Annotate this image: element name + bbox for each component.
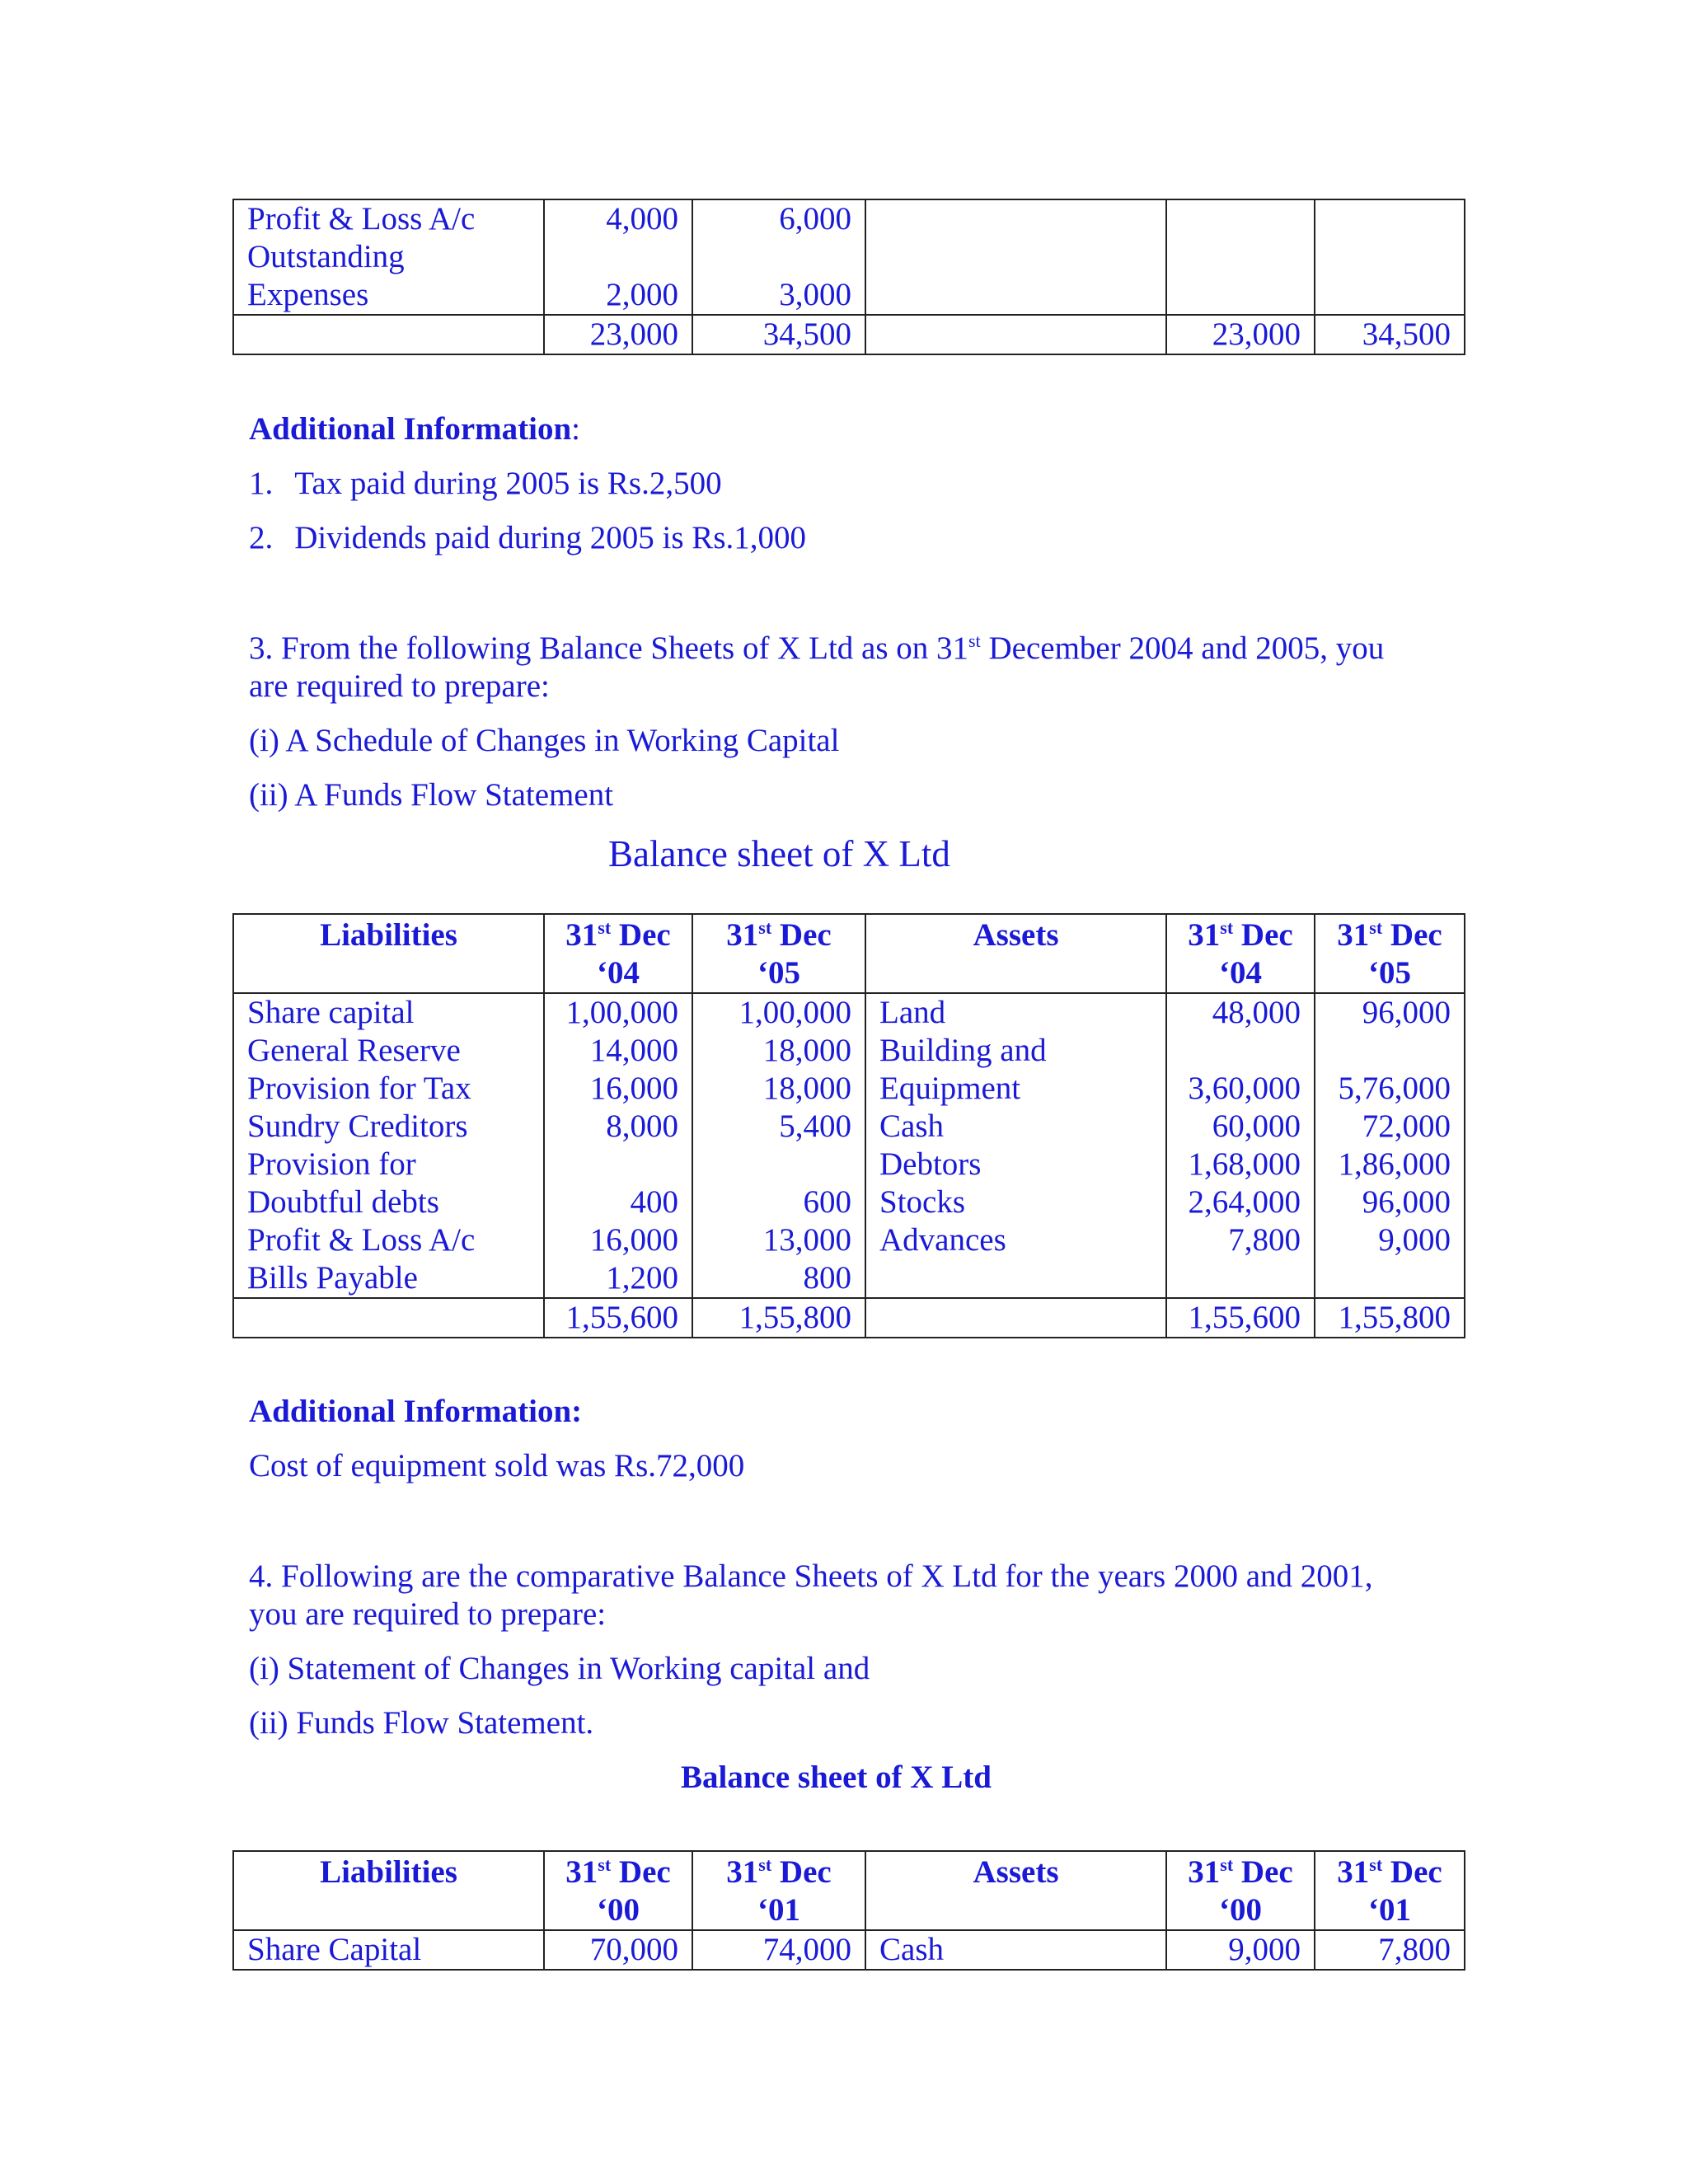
asset-col-header-00: 31st Dec ‘00 (1166, 1851, 1315, 1930)
additional-info-text-q3: Cost of equipment sold was Rs.72,000 (249, 1448, 745, 1483)
col-header-05: 31st Dec ‘05 (692, 914, 865, 993)
assets-labels: Land Building and Equipment Cash Debtors Stocks Advances (865, 993, 1166, 1298)
requirement-2: (ii) A Funds Flow Statement (249, 777, 614, 813)
requirement-2-q4: (ii) Funds Flow Statement. (249, 1705, 594, 1741)
header-row (233, 914, 1465, 993)
total-year2: 34,500 (692, 315, 865, 354)
year1-values: 4,000 2,000 (544, 199, 692, 315)
asset-col-header-01: 31st Dec ‘01 (1315, 1851, 1465, 1930)
table-row (233, 1930, 1465, 1970)
asset-year2-values (1315, 199, 1465, 315)
asset-year1-values (1166, 199, 1315, 315)
previous-balance-sheet-table (232, 199, 1465, 355)
liabilities-labels: Profit & Loss A/c Outstanding Expenses (233, 199, 544, 315)
info-item-2: 2. Dividends paid during 2005 is Rs.1,000 (249, 520, 806, 555)
liability-00: 70,000 (544, 1930, 692, 1970)
liabilities-header: Liabilities (233, 914, 544, 993)
liability-label: Share Capital (233, 1930, 544, 1970)
asset-01: 7,800 (1315, 1930, 1465, 1970)
balance-sheet-table-q3 (232, 913, 1465, 1338)
balance-sheet-table-q4 (232, 1850, 1465, 1971)
total-liab-04: 1,55,600 (544, 1298, 692, 1338)
liability-01: 74,000 (692, 1930, 865, 1970)
info-item-1: 1. Tax paid during 2005 is Rs.2,500 (249, 466, 722, 501)
question-4-text-line2: you are required to prepare: (249, 1596, 607, 1632)
total-liab-05: 1,55,800 (692, 1298, 865, 1338)
question-3-text-line2: are required to prepare: (249, 668, 550, 704)
balance-sheet-title: Balance sheet of X Ltd (608, 833, 950, 874)
additional-info-heading-q3: Additional Information: (249, 1394, 583, 1429)
liabilities-05: 1,00,000 18,000 18,000 5,400 600 13,000 800 (692, 993, 865, 1298)
assets-04: 48,000 3,60,000 60,000 1,68,000 2,64,000 7,800 (1166, 993, 1315, 1298)
assets-header: Assets (865, 914, 1166, 993)
header-row (233, 1851, 1465, 1930)
liabilities-header: Liabilities (233, 1851, 544, 1930)
totals-row (233, 315, 1465, 354)
question-3-text: 3. From the following Balance Sheets of X Ltd as on 31st December 2004 and 2005, you (249, 630, 1385, 666)
additional-info-heading: Additional Information: (249, 411, 580, 447)
assets-header: Assets (865, 1851, 1166, 1930)
col-header-00: 31st Dec ‘00 (544, 1851, 692, 1930)
question-4-text: 4. Following are the comparative Balance Sheets of X Ltd for the years 2000 and 2001, (249, 1558, 1373, 1594)
total-asset-year1: 23,000 (1166, 315, 1315, 354)
asset-label: Cash (865, 1930, 1166, 1970)
table-row (233, 993, 1465, 1298)
total-asset-05: 1,55,800 (1315, 1298, 1465, 1338)
col-header-04: 31st Dec ‘04 (544, 914, 692, 993)
assets-05: 96,000 5,76,000 72,000 1,86,000 96,000 9,000 (1315, 993, 1465, 1298)
requirement-1-q4: (i) Statement of Changes in Working capital and (249, 1651, 870, 1686)
total-year1: 23,000 (544, 315, 692, 354)
total-asset-04: 1,55,600 (1166, 1298, 1315, 1338)
liabilities-labels: Share capital General Reserve Provision for Tax Sundry Creditors Provision for Doubtful debts Profit & Loss A/c Bills Payable (233, 993, 544, 1298)
balance-sheet-title-q4: Balance sheet of X Ltd (681, 1760, 992, 1795)
assets-labels (865, 199, 1166, 315)
asset-col-header-04: 31st Dec ‘04 (1166, 914, 1315, 993)
total-asset-year2: 34,500 (1315, 315, 1465, 354)
liabilities-04: 1,00,000 14,000 16,000 8,000 400 16,000 1,200 (544, 993, 692, 1298)
year2-values: 6,000 3,000 (692, 199, 865, 315)
requirement-1: (i) A Schedule of Changes in Working Capital (249, 723, 840, 758)
asset-00: 9,000 (1166, 1930, 1315, 1970)
table-row (233, 199, 1465, 315)
col-header-01: 31st Dec ‘01 (692, 1851, 865, 1930)
totals-row (233, 1298, 1465, 1338)
asset-col-header-05: 31st Dec ‘05 (1315, 914, 1465, 993)
